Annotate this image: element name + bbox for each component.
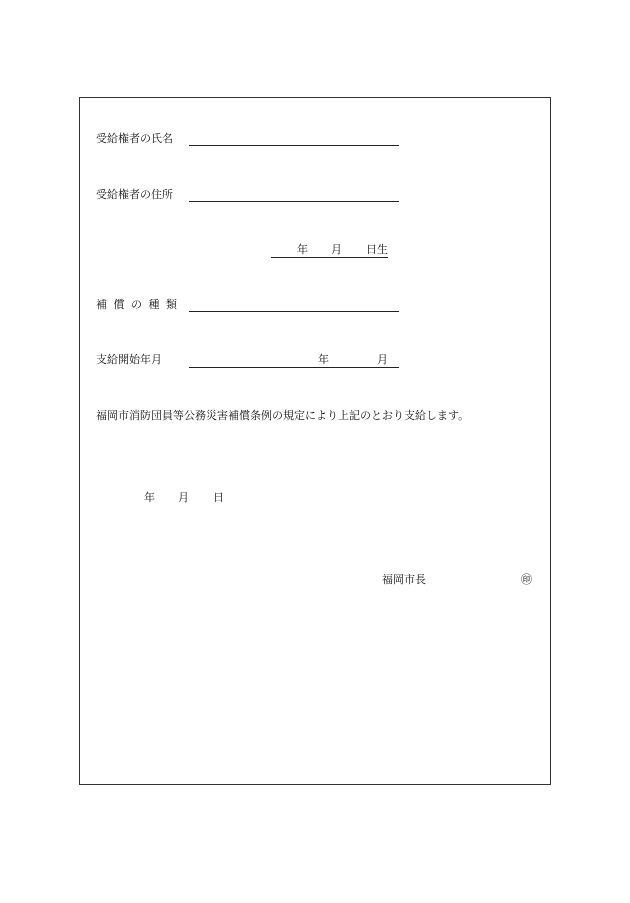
issue-day-label: 日	[213, 491, 224, 504]
recipient-name-label: 受給権者の氏名	[96, 132, 173, 145]
birth-year-label: 年	[297, 243, 308, 256]
recipient-address-line	[189, 201, 399, 202]
seal-mark: ㊞	[521, 573, 532, 586]
birth-month-label: 月	[331, 243, 342, 256]
start-date-label: 支給開始年月	[96, 353, 162, 366]
issue-year-label: 年	[144, 491, 155, 504]
start-year-label: 年	[318, 353, 329, 366]
compensation-type-line	[189, 311, 399, 312]
issue-month-label: 月	[178, 491, 189, 504]
start-month-label: 月	[377, 353, 388, 366]
issuer-label: 福岡市長	[382, 573, 426, 586]
birth-day-label: 日生	[366, 243, 388, 256]
compensation-type-label: 補償の種類	[96, 298, 184, 311]
recipient-address-label: 受給権者の住所	[96, 188, 173, 201]
birth-date-line	[271, 257, 388, 258]
recipient-name-line	[189, 145, 399, 146]
start-date-line	[189, 367, 399, 368]
statement-text: 福岡市消防団員等公務災害補償条例の規定により上記のとおり支給します。	[96, 409, 470, 422]
